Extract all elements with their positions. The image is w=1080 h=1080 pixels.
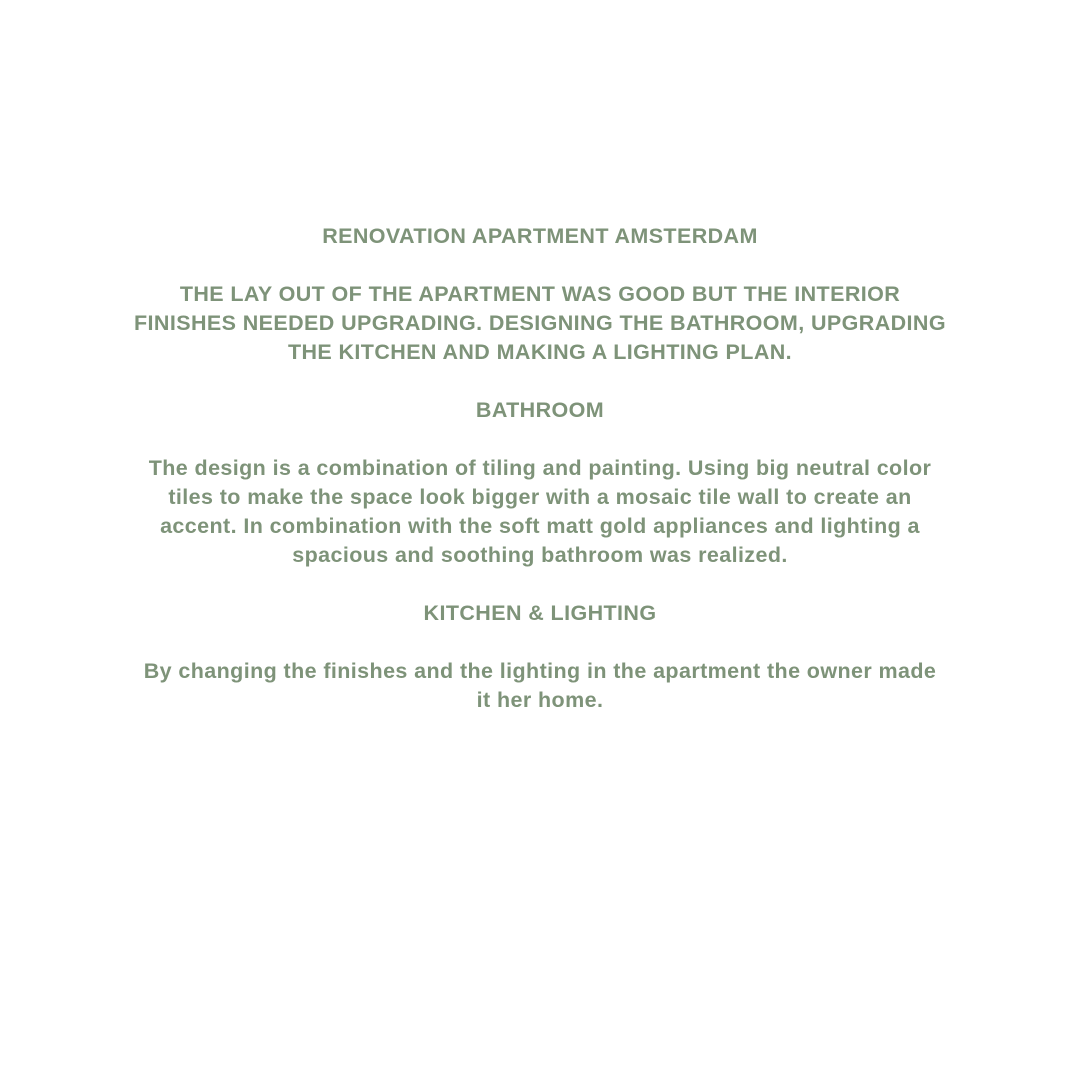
section-heading-bathroom: BATHROOM (475, 398, 605, 422)
section-body-kitchen-lighting: By changing the finishes and the lighting in the apartment the owner made it her home. (143, 659, 937, 712)
section-body-bathroom: The design is a combination of tiling and painting. Using big neutral color tiles to make the space look bigger with a mosaic tile wall to create an accent. In combination with the soft matt gold appliances and lighting a spacious and soothing bathroom was realized. (148, 456, 932, 567)
page-title: RENOVATION APARTMENT AMSTERDAM (322, 224, 758, 248)
intro-paragraph: THE LAY OUT OF THE APARTMENT WAS GOOD BUT THE INTERIOR FINISHES NEEDED UPGRADING. DESIGNING THE BATHROOM, UPGRADING THE KITCHEN AND MAKING A LIGHTING PLAN. (134, 282, 946, 364)
text-block (134, 222, 946, 715)
section-heading-kitchen-lighting: KITCHEN & LIGHTING (423, 601, 657, 625)
